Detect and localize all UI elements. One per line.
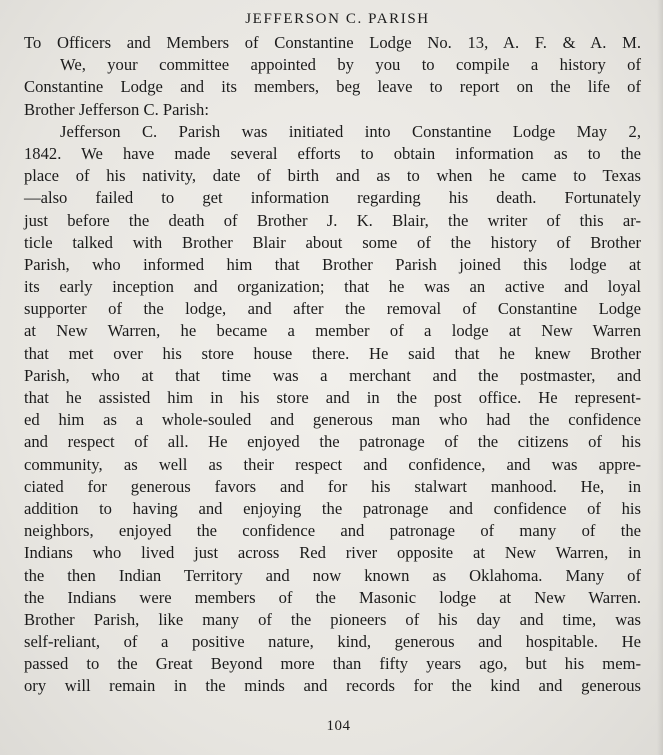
text-line: the Indians were members of the Masonic lodge at New Warren. (24, 587, 641, 607)
text-line: Parish, who at that time was a merchant and the postmaster, and (24, 365, 641, 385)
text-line: its early inception and organization; that he was an active and loyal (24, 277, 641, 297)
text-line: that he assisted him in his store and in the post office. He represent- (24, 388, 641, 407)
text-line: at New Warren, he became a member of a lodge at New Warren (24, 321, 641, 341)
text-line: and respect of all. He enjoyed the patronage of the citizens of his (24, 432, 641, 452)
text-line: —also failed to get information regarding his death. Fortunately (24, 188, 641, 208)
text-line: ciated for generous favors and for his stalwart manhood. He, in (24, 476, 641, 496)
text-line: Indians who lived just across Red river opposite at New Warren, in (24, 543, 641, 563)
text-line: To Officers and Members of Constantine Lodge No. 13, A. F. & A. M. (24, 33, 641, 52)
text-line: self-reliant, of a positive nature, kind, generous and hospitable. He (24, 632, 641, 652)
page-edge-shadow (657, 0, 663, 755)
text-line: Jefferson C. Parish was initiated into Constantine Lodge May 2, (60, 121, 641, 141)
text-line: just before the death of Brother J. K. Blair, the writer of this ar- (24, 210, 641, 230)
text-line: supporter of the lodge, and after the removal of Constantine Lodge (24, 299, 641, 319)
text-line: ed him as a whole-souled and generous man who had the confidence (24, 410, 641, 430)
text-line: Constantine Lodge and its members, beg leave to report on the life of (24, 77, 641, 97)
page-title: JEFFERSON C. PARISH (245, 11, 430, 27)
text-line: Parish, who informed him that Brother Parish joined this lodge at (24, 254, 641, 274)
text-line: Brother Parish, like many of the pioneers of his day and time, was (24, 609, 641, 629)
text-line: place of his nativity, date of birth and as to when he came to Texas (24, 166, 641, 186)
text-line: We, your committee appointed by you to compile a history of (60, 55, 641, 75)
text-line: 1842. We have made several efforts to obtain information as to the (24, 143, 641, 163)
text-line: passed to the Great Beyond more than fifty years ago, but his mem- (24, 654, 641, 674)
page-number: 104 (326, 718, 351, 734)
text-line: that met over his store house there. He said that he knew Brother (24, 343, 641, 363)
body-text (24, 32, 641, 698)
text-line: addition to having and enjoying the patronage and confidence of his (24, 498, 641, 518)
text-line: ory will remain in the minds and records for the kind and generous (24, 676, 641, 696)
text-line: ticle talked with Brother Blair about some of the history of Brother (24, 232, 641, 252)
text-line: community, as well as their respect and confidence, and was appre- (24, 454, 641, 474)
text-line: the then Indian Territory and now known as Oklahoma. Many of (24, 565, 641, 585)
text-line: Brother Jefferson C. Parish: (24, 99, 209, 119)
text-line: neighbors, enjoyed the confidence and patronage of many of the (24, 521, 641, 541)
